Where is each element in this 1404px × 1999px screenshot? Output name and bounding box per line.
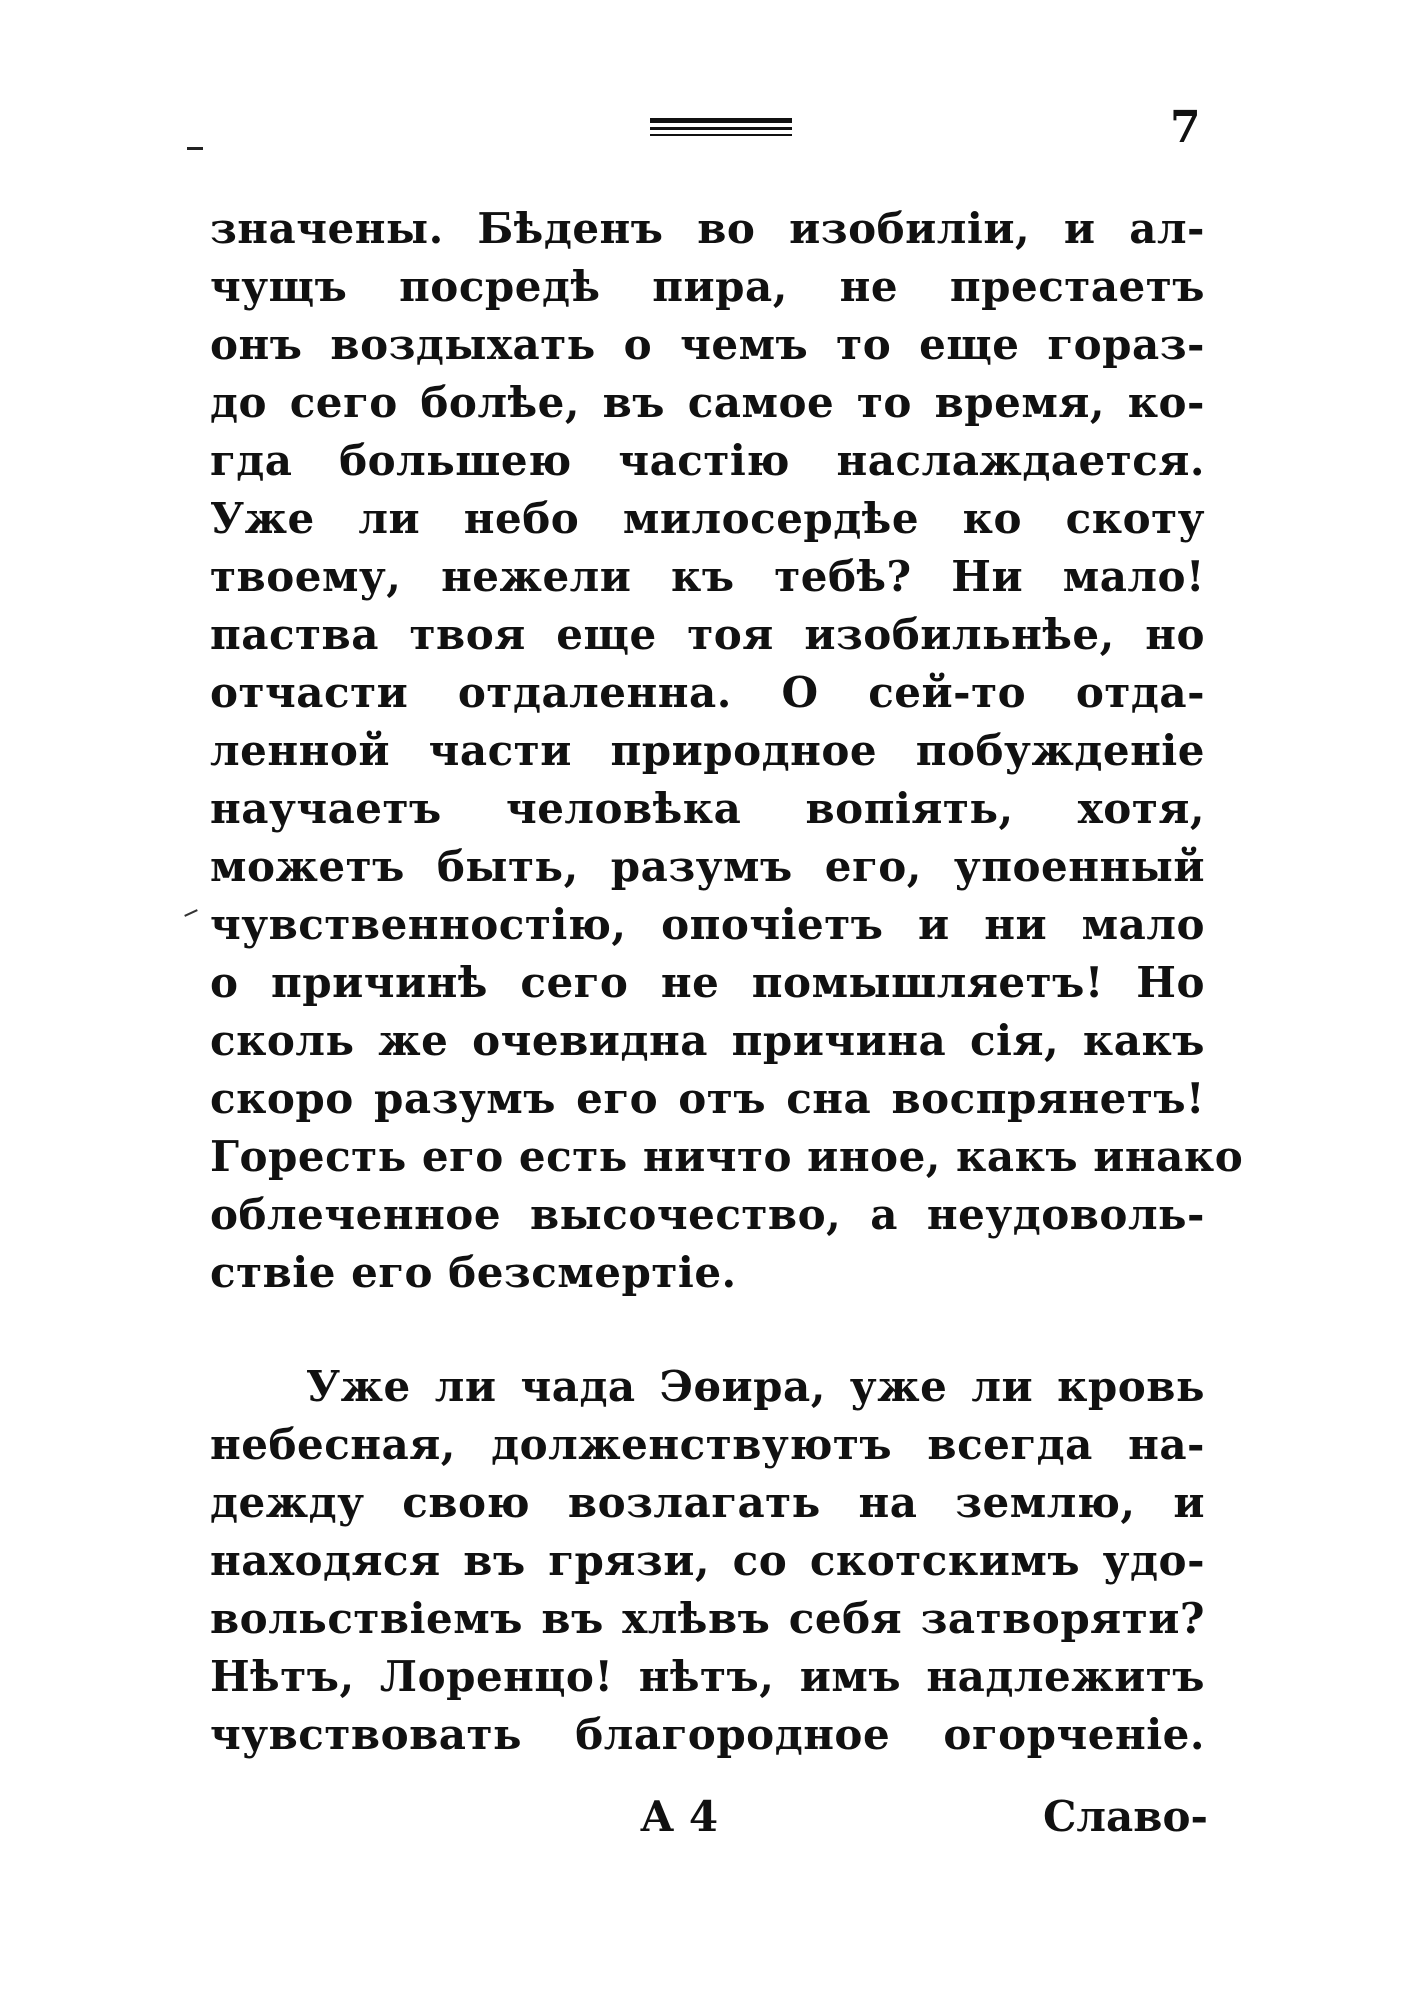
header-rule — [650, 118, 792, 140]
text-line: Уже ли небо милосердѣе ко скоту — [210, 494, 1205, 543]
text-line: научаетъ человѣка вопіять, хотя, — [210, 784, 1205, 833]
text-line: сколь же очевидна причина сія, какъ — [210, 1016, 1205, 1065]
catchword: Славо- — [1043, 1792, 1208, 1841]
text-line: находяся въ грязи, со скотскимъ удо- — [210, 1536, 1205, 1585]
paragraph-1 — [210, 200, 1244, 1302]
text-line: гда большею частію наслаждается. — [210, 436, 1205, 485]
text-line: до сего болѣе, въ самое то время, ко- — [210, 378, 1205, 427]
text-line: ленной части природное побужденіе — [210, 726, 1205, 775]
page-number: 7 — [1170, 102, 1201, 153]
margin-mark — [184, 909, 198, 917]
text-line: онъ воздыхать о чемъ то еще гораз- — [210, 320, 1205, 369]
text-line: можетъ быть, разумъ его, упоенный — [210, 842, 1205, 891]
text-line: небесная, долженствуютъ всегда на- — [210, 1420, 1205, 1469]
text-line: дежду свою возлагать на землю, и — [210, 1478, 1205, 1527]
text-line: Нѣтъ, Лоренцо! нѣтъ, имъ надлежитъ — [210, 1652, 1205, 1701]
paragraph-2 — [210, 1358, 1205, 1764]
text-line: вольствіемъ въ хлѣвъ себя затворяти? — [210, 1594, 1205, 1643]
text-line: облеченное высочество, а неудоволь- — [210, 1190, 1205, 1239]
text-line: отчасти отдаленна. О сей-то отда- — [210, 668, 1205, 717]
text-line: Уже ли чада Эѳира, уже ли кровь — [306, 1362, 1205, 1411]
text-line: чувственностію, опочіетъ и ни мало — [210, 900, 1205, 949]
text-line: чувствовать благородное огорченіе. — [210, 1710, 1205, 1759]
text-line: Горесть его есть ничто иное, какъ инако — [210, 1132, 1244, 1181]
text-line: о причинѣ сего не помышляетъ! Но — [210, 958, 1205, 1007]
text-line: ствіе его безсмертіе. — [210, 1248, 737, 1297]
edge-mark — [187, 147, 203, 150]
text-line: твоему, нежели къ тебѣ? Ни мало! — [210, 552, 1205, 601]
text-line: чущъ посредѣ пира, не престаетъ — [210, 262, 1205, 311]
text-line: значены. Бѣденъ во изобиліи, и ал- — [210, 204, 1205, 253]
signature-mark: А 4 — [640, 1792, 719, 1841]
text-line: скоро разумъ его отъ сна воспрянетъ! — [210, 1074, 1205, 1123]
text-line: паства твоя еще тоя изобильнѣе, но — [210, 610, 1205, 659]
